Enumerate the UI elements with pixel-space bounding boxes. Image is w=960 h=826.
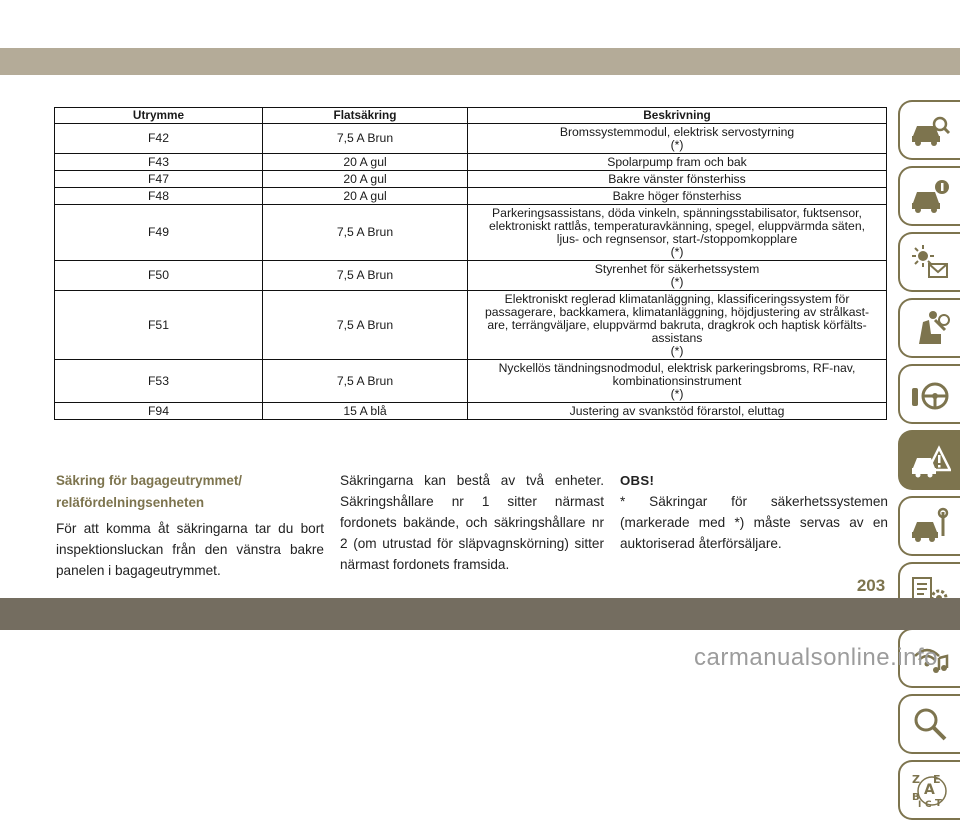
table-row xyxy=(55,360,887,403)
tab-car-wrench[interactable] xyxy=(898,496,960,556)
cell-space: F53 xyxy=(55,360,263,403)
paragraph-fuse-holders: Säkringarna kan bestå av två enheter. Säkringshållare nr 1 sitter närmast fordonets bakände, och säkringshållare nr 2 (om utrustad för släpvagnskörning) sitter närmast fordonets framsida. xyxy=(340,473,604,572)
steering-wheel-icon xyxy=(909,374,951,414)
cell-fuse: 7,5 A Brun xyxy=(263,291,468,360)
svg-text:B: B xyxy=(912,792,920,803)
description-line: elektroniskt rattlås, temperaturavkänning, spegel, eluppvärmda säten, xyxy=(489,219,865,233)
cell-description xyxy=(468,261,887,291)
cell-space: F49 xyxy=(55,205,263,261)
bottom-color-band xyxy=(0,598,960,630)
tab-seat-airbag[interactable] xyxy=(898,298,960,358)
description-line: passagerare, backkamera, klimatanläggning, höjdjustering av strålkast- xyxy=(484,305,870,319)
note-label: OBS! xyxy=(620,473,655,488)
header-space: Utrymme xyxy=(55,108,263,124)
table-row xyxy=(55,291,887,360)
cell-fuse: 20 A gul xyxy=(263,171,468,188)
text-column-3 xyxy=(620,470,888,554)
cell-space: F47 xyxy=(55,171,263,188)
cell-space: F48 xyxy=(55,188,263,205)
cell-description xyxy=(468,205,887,261)
tab-car-info[interactable] xyxy=(898,166,960,226)
table-row xyxy=(55,154,887,171)
page-number: 203 xyxy=(856,576,886,595)
cell-description xyxy=(468,154,887,171)
description-line: Nyckellös tändningsnodmodul, elektrisk parkeringsbroms, RF-nav, xyxy=(498,361,856,375)
chapter-tabs xyxy=(898,100,960,826)
text-column-1 xyxy=(56,470,324,581)
header-fuse: Flatsäkring xyxy=(263,108,468,124)
cell-description xyxy=(468,291,887,360)
cell-description xyxy=(468,124,887,154)
cell-fuse: 7,5 A Brun xyxy=(263,261,468,291)
cell-fuse: 7,5 A Brun xyxy=(263,124,468,154)
table-row xyxy=(55,403,887,420)
cell-description xyxy=(468,403,887,420)
top-color-band xyxy=(0,48,960,75)
table-row xyxy=(55,124,887,154)
description-line: Styrenhet för säkerhetssystem xyxy=(594,262,760,276)
cell-fuse: 15 A blå xyxy=(263,403,468,420)
car-search-icon xyxy=(909,110,951,150)
seat-airbag-icon xyxy=(909,308,951,348)
tab-steering-wheel[interactable] xyxy=(898,364,960,424)
roadside-warning-icon xyxy=(909,440,951,480)
fuse-table xyxy=(54,107,887,420)
svg-text:C: C xyxy=(925,800,932,810)
cell-space: F94 xyxy=(55,403,263,420)
paragraph-access-fuses: För att komma åt säkringarna tar du bort inspektionsluckan från den vänstra bakre panelen i bagageutrymmet. xyxy=(56,521,324,578)
svg-text:Z: Z xyxy=(912,773,920,786)
svg-text:T: T xyxy=(935,798,942,809)
header-description: Beskrivning xyxy=(468,108,887,124)
warning-lights-icon xyxy=(909,242,951,282)
table-row xyxy=(55,188,887,205)
car-info-icon xyxy=(909,176,951,216)
tab-car-search[interactable] xyxy=(898,100,960,160)
cell-fuse: 20 A gul xyxy=(263,154,468,171)
cell-fuse: 20 A gul xyxy=(263,188,468,205)
description-line: ljus- och regnsensor, start-/stoppomkopplare xyxy=(556,232,798,246)
cell-description xyxy=(468,360,887,403)
cell-fuse: 7,5 A Brun xyxy=(263,205,468,261)
description-line: (*) xyxy=(670,245,684,259)
tab-index-search[interactable] xyxy=(898,694,960,754)
car-wrench-icon xyxy=(909,506,951,546)
description-line: kombinationsinstrument xyxy=(612,374,742,388)
note-text: * Säkringar för säkerhetssystemen (markerade med *) måste servas av en auktoriserad återförsäljare. xyxy=(620,494,888,551)
cell-space: F43 xyxy=(55,154,263,171)
cell-description xyxy=(468,171,887,188)
table-header-row xyxy=(55,108,887,124)
description-line: are, terrängväljare, eluppvärmd bakruta, dragkrok och haptisk körfälts- xyxy=(487,318,867,332)
description-line: Bakre höger fönsterhiss xyxy=(612,189,742,203)
section-title xyxy=(56,470,324,514)
cell-space: F50 xyxy=(55,261,263,291)
description-line: (*) xyxy=(670,344,684,358)
svg-text:E: E xyxy=(933,773,941,786)
description-line: (*) xyxy=(670,387,684,401)
cell-description xyxy=(468,188,887,205)
tab-roadside-warning[interactable] xyxy=(898,430,960,490)
description-line: Elektroniskt reglerad klimatanläggning, klassificeringssystem för xyxy=(504,292,850,306)
cell-space: F51 xyxy=(55,291,263,360)
tab-language-index[interactable] xyxy=(898,760,960,820)
cell-fuse: 7,5 A Brun xyxy=(263,360,468,403)
description-line: Justering av svankstöd förarstol, eluttag xyxy=(569,404,785,418)
tab-warning-lights[interactable] xyxy=(898,232,960,292)
description-line: assistans xyxy=(651,331,703,345)
language-index-icon xyxy=(909,770,951,810)
watermark-text: carmanualsonline.info xyxy=(694,644,938,671)
description-line: Bakre vänster fönsterhiss xyxy=(608,172,746,186)
text-column-2 xyxy=(340,470,604,575)
table-row xyxy=(55,171,887,188)
section-title-line-1: Säkring för bagageutrymmet/ xyxy=(56,473,243,488)
cell-space: F42 xyxy=(55,124,263,154)
table-row xyxy=(55,205,887,261)
description-line: (*) xyxy=(670,138,684,152)
table-row xyxy=(55,261,887,291)
svg-text:I: I xyxy=(918,800,922,810)
description-line: Spolarpump fram och bak xyxy=(607,155,747,169)
description-line: Parkeringsassistans, döda vinkeln, spänningsstabilisator, fuktsensor, xyxy=(492,206,862,220)
index-search-icon xyxy=(909,704,951,744)
description-line: (*) xyxy=(670,275,684,289)
svg-text:A: A xyxy=(924,782,935,798)
description-line: Bromssystemmodul, elektrisk servostyrning xyxy=(559,125,795,139)
section-title-line-2: reläfördelningsenheten xyxy=(56,495,205,510)
